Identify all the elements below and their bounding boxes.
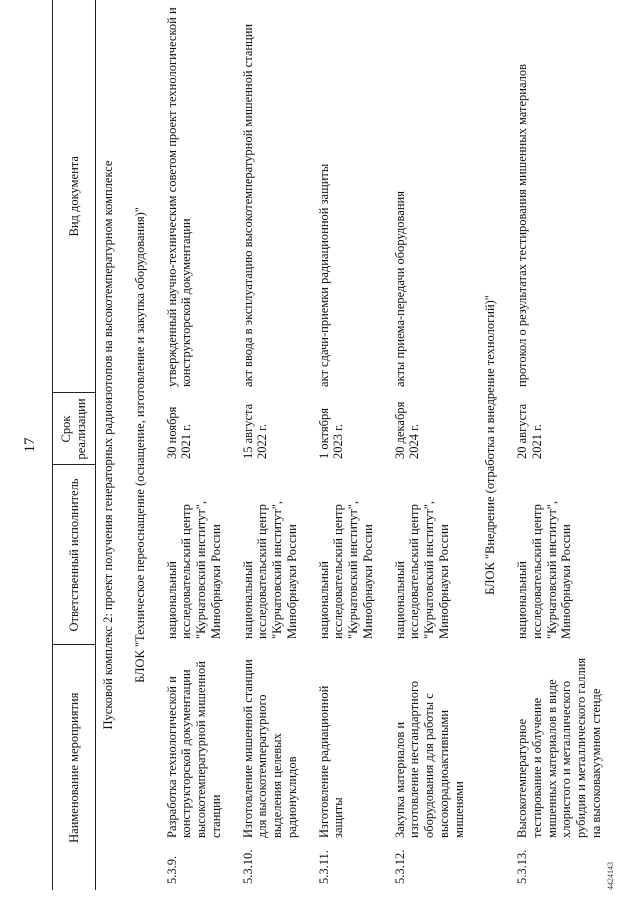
row-deadline: 1 октября 2023 г. [316,408,346,459]
row-deadline: 30 декабря 2024 г. [392,401,422,459]
row-doc: акты приема-передачи оборудования [392,191,407,387]
header-name: Наименование мероприятия [53,645,96,890]
row-doc: протокол о результатах тестирования мишенных материалов [515,63,529,387]
block1-title: БЛОК "Техническое переоснащение (оснащение, изготовление и закупка оборудования)" [132,207,147,683]
header-deadline: Срок реализации [53,393,96,465]
table-row [236,0,312,890]
row-number: 5.3.9. [164,855,179,884]
row-doc: акт сдачи-приемки радиационной защиты [316,163,331,387]
section-row [96,0,128,890]
row-executor: национальный исследовательский центр "Курчатовский институт", Минобрнауки России [240,500,299,639]
table-row [312,0,388,890]
table-row [160,0,236,890]
row-doc: утвержденный научно-техническим советом проект технологической и конструкторской документации [164,7,194,387]
table-row [510,0,616,890]
page-number: 17 [22,437,38,453]
document-code: 4424143 [606,862,615,890]
row-number: 5.3.12. [392,849,407,884]
row-deadline: 30 ноября 2021 г. [164,406,194,459]
table-row [388,0,479,890]
activities-table [52,0,616,890]
row-name: Изготовление мишенной станции для высокотемпературного выделения целевых радионуклидов [240,659,299,838]
section-row [478,0,510,890]
row-number: 5.3.11. [316,850,331,884]
row-deadline: 15 августа 2022 г. [240,403,270,459]
row-executor: национальный исследовательский центр "Курчатовский институт", Минобрнауки России [164,500,223,639]
row-doc: акт ввода в эксплуатацию высокотемпературной мишенной станции [240,23,255,387]
header-doc-type: Вид документа [53,0,96,393]
row-name: Изготовление радиационной защиты [316,685,346,838]
row-executor: национальный исследовательский центр "Курчатовский институт", Минобрнауки России [316,500,375,639]
complex-title: Пусковой комплекс 2: проект получения генераторных радиоизотопов на высокотемпературном комплексе [101,160,115,730]
rotated-sheet [20,0,620,890]
row-number: 5.3.13. [515,849,529,884]
row-deadline: 20 августа 2021 г. [515,403,544,459]
row-executor: национальный исследовательский центр "Курчатовский институт", Минобрнауки России [392,500,451,639]
row-name: Высокотемпературное тестирование и облучение мишенных материалов в виде хлористого и металлического рубидия и металлического галлия на высоковакуумном стенде [515,657,603,838]
row-name: Разработка технологической и конструкторской документации высокотемпературной мишенной станции [164,661,223,838]
row-name: Закупка материалов и изготовление нестандартного оборудования для работы с высокорадиоактивными мишенями [392,680,466,838]
table-header-row [53,0,96,890]
header-executor: Ответственный исполнитель [53,465,96,645]
block2-title: БЛОК "Внедрение (отработка и внедрение технологий)" [483,295,498,595]
section-row [128,0,160,890]
row-executor: национальный исследовательский центр "Курчатовский институт", Минобрнауки России [515,500,574,639]
row-number: 5.3.10. [240,849,255,884]
